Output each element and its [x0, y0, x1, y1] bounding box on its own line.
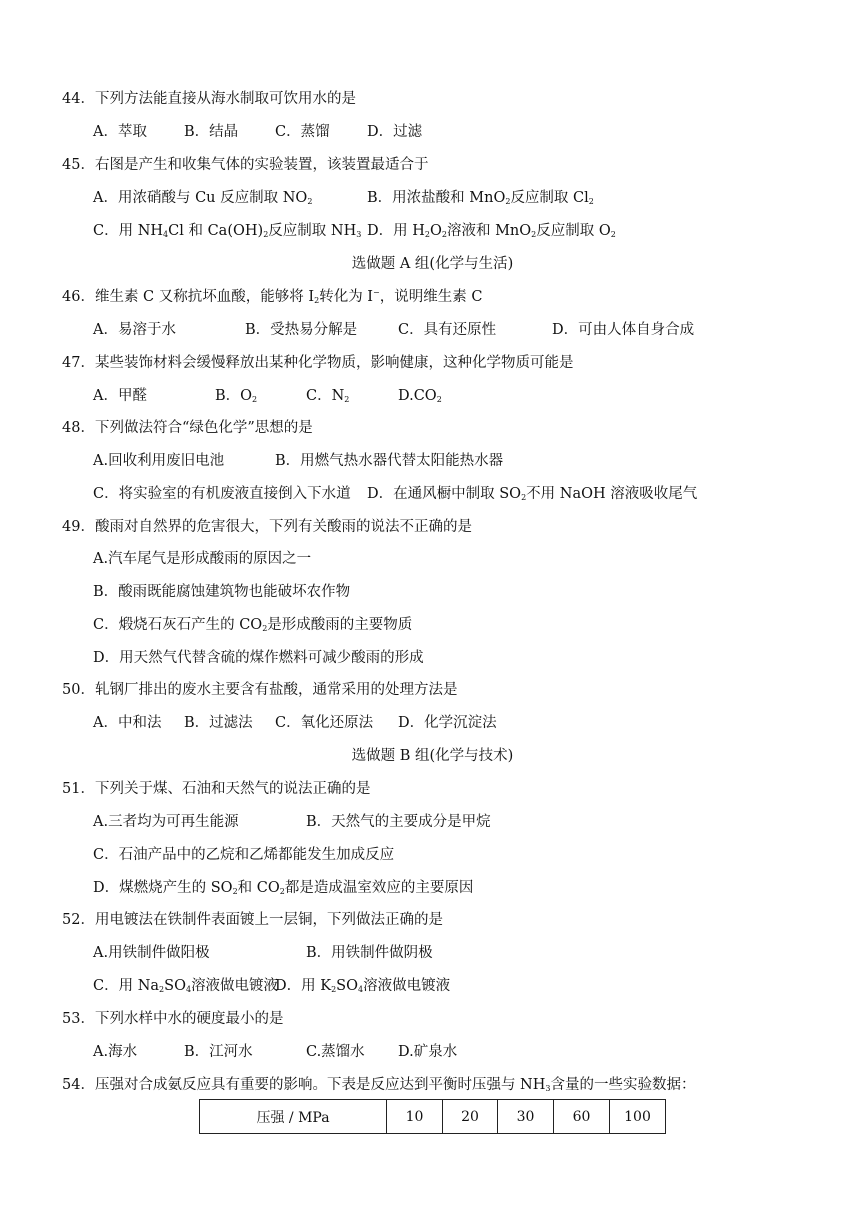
pressure-data-table: [199, 1099, 666, 1134]
option-a: A.三者均为可再生能源: [93, 814, 239, 830]
option-c: C．$N_2$: [306, 388, 350, 404]
question-44-stem: 44．下列方法能直接从海水制取可饮用水的是: [62, 91, 356, 107]
question-50-stem: 50．轧钢厂排出的废水主要含有盐酸，通常采用的处理方法是: [62, 682, 458, 698]
option-d: D．用天然气代替含硫的煤作燃料可减少酸雨的形成: [93, 650, 424, 666]
option-a: A．用浓硝酸与 Cu 反应制取 $NO_2$: [93, 190, 313, 206]
option-d: D．化学沉淀法: [398, 715, 497, 731]
option-a: A．甲醛: [93, 388, 147, 404]
option-b: B．$O_2$: [215, 388, 258, 404]
option-d: D．可由人体自身合成: [552, 322, 695, 338]
option-b: B．天然气的主要成分是甲烷: [306, 814, 491, 830]
question-49-stem: 49．酸雨对自然界的危害很大，下列有关酸雨的说法不正确的是: [62, 519, 472, 535]
table-cell: 20: [443, 1100, 498, 1134]
section-heading-a: 选做题 A 组(化学与生活): [351, 256, 514, 272]
option-a: A.用铁制件做阳极: [93, 945, 210, 961]
option-b: B．受热易分解是: [245, 322, 358, 338]
option-c: C．用 $Na_2SO_4$溶液做电镀液: [93, 978, 279, 994]
option-d: D．过滤: [367, 124, 423, 140]
table-row: [200, 1100, 666, 1134]
option-b: B．用燃气热水器代替太阳能热水器: [275, 453, 504, 469]
option-b: B．用浓盐酸和 MnO$_2$反应制取 $Cl_2$: [367, 190, 594, 206]
option-c: C．具有还原性: [398, 322, 497, 338]
option-c: C．将实验室的有机废液直接倒入下水道: [93, 486, 351, 502]
option-d: D．用 $K_2SO_4$溶液做电镀液: [275, 978, 451, 994]
question-51-stem: 51．下列关于煤、石油和天然气的说法正确的是: [62, 781, 371, 797]
option-c: C．煅烧石灰石产生的 $CO_2$是形成酸雨的主要物质: [93, 617, 413, 633]
question-52-stem: 52．用电镀法在铁制件表面镀上一层铜，下列做法正确的是: [62, 912, 443, 928]
table-cell: 60: [554, 1100, 610, 1134]
option-d: D．煤燃烧产生的 $SO_2$和 $CO_2$都是造成温室效应的主要原因: [93, 880, 474, 896]
option-d: D．在通风橱中制取 $SO_2$不用 NaOH 溶液吸收尾气: [367, 486, 698, 502]
option-a: A．中和法: [93, 715, 162, 731]
table-cell: 10: [387, 1100, 443, 1134]
option-a: A．萃取: [93, 124, 147, 140]
option-c: C.蒸馏水: [306, 1044, 365, 1060]
table-cell: 100: [610, 1100, 666, 1134]
option-d: D．用 $H_2O_2$溶液和 MnO$_2$反应制取 $O_2$: [367, 223, 616, 239]
question-47-stem: 47．某些装饰材料会缓慢释放出某种化学物质，影响健康，这种化学物质可能是: [62, 355, 574, 371]
option-a: A.回收利用废旧电池: [93, 453, 225, 469]
question-45-stem: 45．右图是产生和收集气体的实验装置，该装置最适合于: [62, 157, 429, 173]
option-b: B．用铁制件做阴极: [306, 945, 433, 961]
option-b: B．结晶: [184, 124, 239, 140]
option-a: A.汽车尾气是形成酸雨的原因之一: [93, 551, 312, 567]
section-heading-b: 选做题 B 组(化学与技术): [351, 748, 514, 764]
option-b: B．过滤法: [184, 715, 253, 731]
option-c: C．用 $NH_4Cl$ 和 $Ca(OH)_2$反应制取 $NH_3$: [93, 223, 362, 239]
table-cell: 30: [498, 1100, 554, 1134]
option-c: C．氧化还原法: [275, 715, 374, 731]
option-b: B．酸雨既能腐蚀建筑物也能破坏农作物: [93, 584, 351, 600]
question-48-stem: 48．下列做法符合“绿色化学”思想的是: [62, 420, 313, 436]
option-a: A.海水: [93, 1044, 138, 1060]
option-a: A．易溶于水: [93, 322, 176, 338]
question-53-stem: 53．下列水样中水的硬度最小的是: [62, 1011, 284, 1027]
question-46-stem: 46．维生素 C 又称抗坏血酸，能够将 $I_2$转化为 I−，说明维生素 C: [62, 288, 483, 305]
option-c: C．石油产品中的乙烷和乙烯都能发生加成反应: [93, 847, 395, 863]
option-d: D.矿泉水: [398, 1044, 458, 1060]
option-d: $D.CO_2$: [398, 388, 442, 404]
question-54-stem: 54．压强对合成氨反应具有重要的影响。下表是反应达到平衡时压强与 $NH_3$含量的一些实验数据：: [62, 1077, 696, 1093]
option-b: B．江河水: [184, 1044, 253, 1060]
table-header-cell: 压强 / MPa: [200, 1100, 387, 1134]
option-c: C．蒸馏: [275, 124, 330, 140]
